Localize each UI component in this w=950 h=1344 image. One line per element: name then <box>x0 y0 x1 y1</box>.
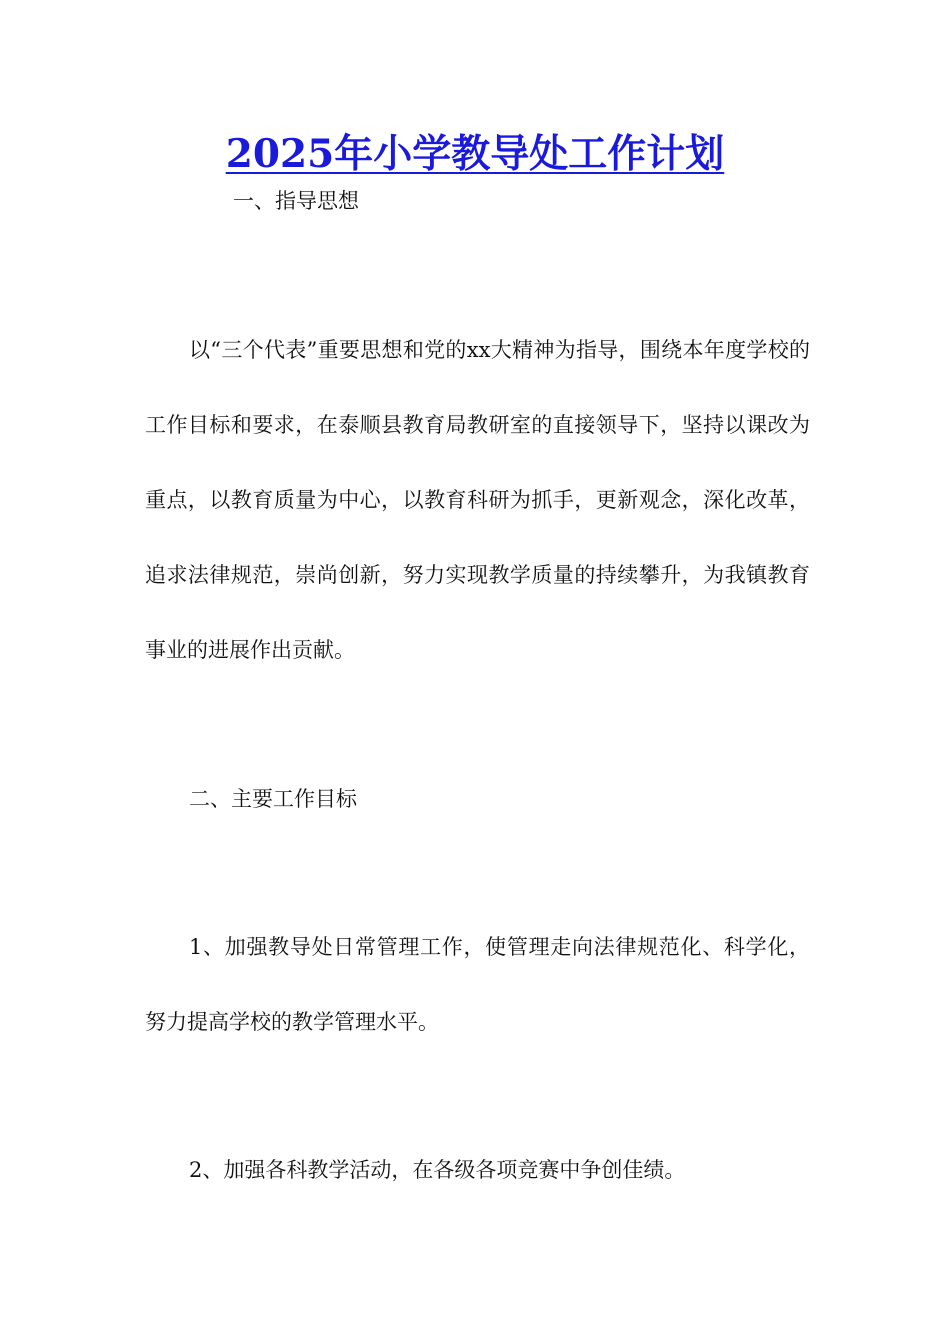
paragraph-goal-2: 2、加强各科教学活动，在各级各项竞赛中争创佳绩。 <box>189 1158 686 1182</box>
section-heading-main-goals: 二、主要工作目标 <box>189 787 357 811</box>
section-heading-guiding-ideology: 一、指导思想 <box>233 189 359 213</box>
paragraph-guiding-ideology: 以“三个代表”重要思想和党的xx大精神为指导，围绕本年度学校的工作目标和要求，在泰顺县教育局教研室的直接领导下，坚持以课改为重点，以教育质量为中心，以教育科研为抓手，更新观念，深化改革，追求法律规范，崇尚创新，努力实现教学质量的持续攀升，为我镇教育事业的进展作出贡献。 <box>145 338 810 662</box>
document-title: 2025年小学教导处工作计划 <box>225 131 725 177</box>
paragraph-goal-1: 1、加强教导处日常管理工作，使管理走向法律规范化、科学化，努力提高学校的教学管理水平。 <box>145 935 810 1034</box>
